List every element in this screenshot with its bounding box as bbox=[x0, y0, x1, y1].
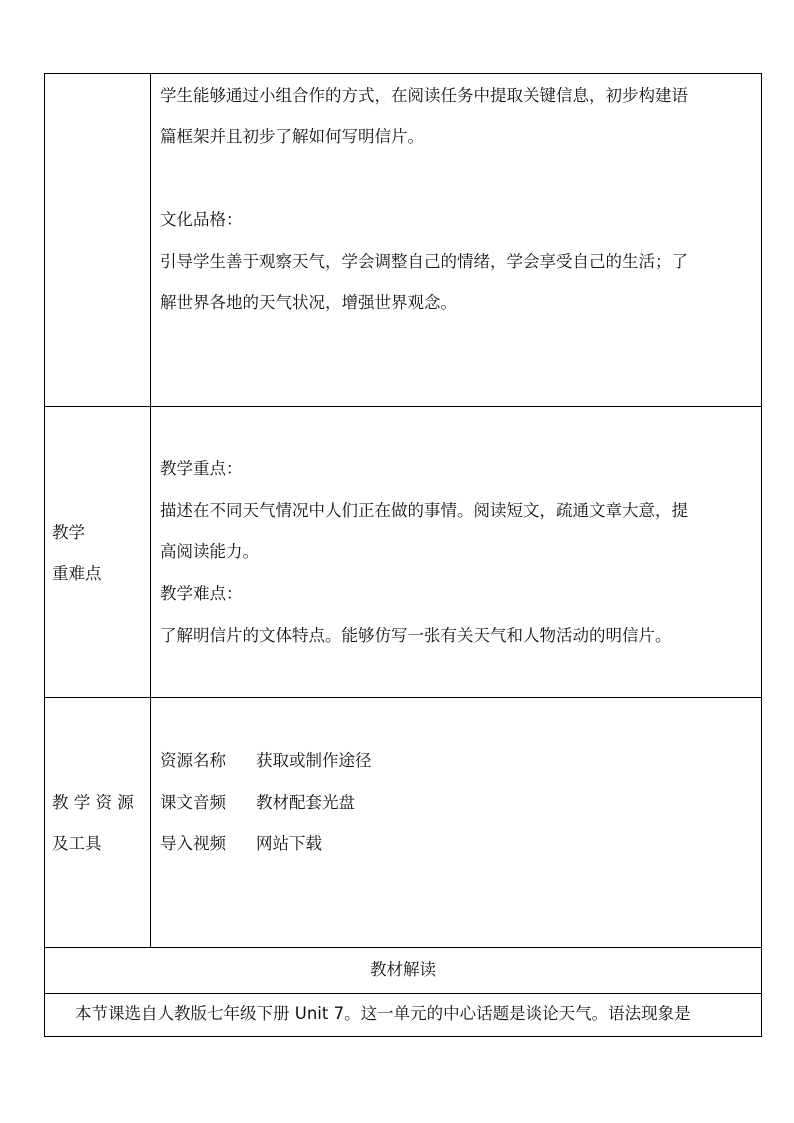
row1-line-5: 解世界各地的天气状况，增强世界观念。 bbox=[160, 293, 457, 312]
resource-source-2: 网站下载 bbox=[256, 834, 322, 853]
resource-name-1: 课文音频 bbox=[160, 793, 226, 812]
row2-label-line-2: 重难点 bbox=[52, 564, 102, 583]
row-divider-2 bbox=[44, 697, 762, 698]
resource-name-2: 导入视频 bbox=[160, 834, 226, 853]
difficult-points-heading: 教学难点： bbox=[160, 584, 243, 603]
row-divider-4 bbox=[44, 993, 762, 994]
row2-label-line-1: 教学 bbox=[52, 523, 85, 542]
row3-label-line-1: 教 学 资 源 bbox=[52, 793, 134, 812]
row1-line-2: 篇框架并且初步了解如何写明信片。 bbox=[160, 127, 424, 146]
key-points-line-2: 高阅读能力。 bbox=[160, 542, 259, 561]
row1-line-4: 引导学生善于观察天气，学会调整自己的情绪，学会享受自己的生活；了 bbox=[160, 252, 688, 271]
resource-name-0: 资源名称 bbox=[160, 751, 226, 770]
row-divider-1 bbox=[44, 406, 762, 407]
resource-source-1: 教材配套光盘 bbox=[256, 793, 355, 812]
textbook-analysis-text: 本节课选自人教版七年级下册 Unit 7。这一单元的中心话题是谈论天气。语法现象是 bbox=[75, 1004, 691, 1023]
difficult-points-line-1: 了解明信片的文体特点。能够仿写一张有关天气和人物活动的明信片。 bbox=[160, 626, 672, 645]
culture-heading: 文化品格： bbox=[160, 210, 243, 229]
column-divider bbox=[150, 73, 151, 948]
resource-source-0: 获取或制作途径 bbox=[256, 751, 372, 770]
table-border-top bbox=[44, 73, 762, 74]
table-border-right bbox=[761, 73, 762, 1037]
key-points-line-1: 描述在不同天气情况中人们正在做的事情。阅读短文，疏通文章大意，提 bbox=[160, 501, 688, 520]
row-divider-3 bbox=[44, 947, 762, 948]
row3-label-line-2: 及工具 bbox=[52, 834, 102, 853]
table-border-bottom bbox=[44, 1036, 762, 1037]
key-points-heading: 教学重点： bbox=[160, 459, 243, 478]
table-border-left bbox=[44, 73, 45, 1037]
row1-line-1: 学生能够通过小组合作的方式，在阅读任务中提取关键信息，初步构建语 bbox=[160, 86, 688, 105]
textbook-analysis-heading: 教材解读 bbox=[370, 960, 436, 979]
